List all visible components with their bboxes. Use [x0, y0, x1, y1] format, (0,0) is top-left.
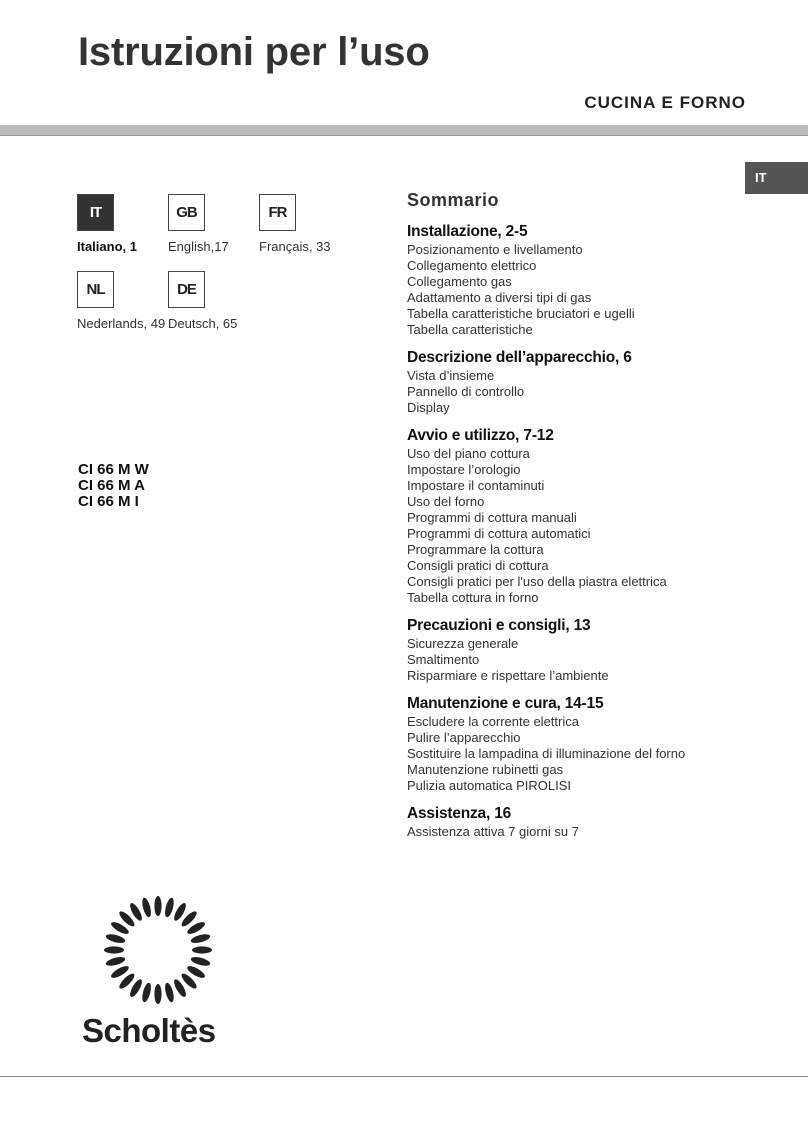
logo-ray — [190, 955, 211, 967]
toc-section-heading: Assistenza, 16 — [407, 805, 512, 822]
toc-item: Programmi di cottura manuali — [407, 510, 577, 525]
logo-ray — [190, 933, 211, 945]
toc-section-heading: Avvio e utilizzo, 7-12 — [407, 427, 554, 444]
toc-section-heading: Installazione, 2-5 — [407, 223, 528, 240]
toc-item: Display — [407, 400, 450, 415]
lang-box-it[interactable]: IT — [77, 194, 114, 231]
toc-item: Sicurezza generale — [407, 636, 519, 651]
lang-box-de[interactable]: DE — [168, 271, 205, 308]
toc-item: Uso del forno — [407, 494, 485, 509]
lang-label-it: Italiano, 1 — [77, 239, 137, 254]
logo-ray — [104, 946, 124, 953]
logo-ray — [154, 984, 161, 1004]
toc-item: Pannello di controllo — [407, 384, 525, 399]
lang-box-nl[interactable]: NL — [77, 271, 114, 308]
model-code: CI 66 M W — [78, 461, 149, 478]
logo-ray — [163, 982, 175, 1003]
footer-divider — [0, 1076, 808, 1077]
page-subtitle: CUCINA E FORNO — [584, 93, 746, 112]
toc-section-assistenza — [407, 805, 802, 840]
toc-section-heading: Descrizione dell’apparecchio, 6 — [407, 349, 632, 366]
toc-item: Impostare l’orologio — [407, 462, 521, 477]
toc-item: Smaltimento — [407, 652, 480, 667]
toc-item: Tabella caratteristiche — [407, 322, 533, 337]
toc-section-descrizione — [407, 349, 802, 416]
toc-title: Sommario — [407, 190, 500, 210]
toc-section-installazione — [407, 223, 802, 338]
toc-section-precauzioni — [407, 617, 802, 684]
toc-item: Adattamento a diversi tipi di gas — [407, 290, 592, 305]
lang-label-de: Deutsch, 65 — [168, 316, 238, 331]
toc-section-manutenzione — [407, 695, 802, 794]
toc-item: Assistenza attiva 7 giorni su 7 — [407, 824, 579, 839]
model-list — [78, 462, 149, 510]
toc-item: Collegamento gas — [407, 274, 512, 289]
toc-item: Tabella cottura in forno — [407, 590, 539, 605]
logo-ray — [141, 897, 153, 918]
logo-ray — [105, 933, 126, 945]
toc-item: Sostituire la lampadina di illuminazione del forno — [407, 746, 686, 761]
toc-item: Risparmiare e rispettare l’ambiente — [407, 668, 609, 683]
lang-label-fr: Français, 33 — [259, 239, 331, 254]
toc-item: Posizionamento e livellamento — [407, 242, 583, 257]
lang-box-gb[interactable]: GB — [168, 194, 205, 231]
toc-section-avvio — [407, 427, 802, 606]
logo-ray — [192, 946, 212, 953]
logo-ray — [163, 897, 175, 918]
brand-name: Scholtès — [82, 1012, 216, 1049]
lang-box-fr[interactable]: FR — [259, 194, 296, 231]
toc-item: Tabella caratteristiche bruciatori e ugelli — [407, 306, 635, 321]
toc-item: Pulire l’apparecchio — [407, 730, 521, 745]
toc-item: Pulizia automatica PIROLISI — [407, 778, 572, 793]
logo-ray — [105, 955, 126, 967]
toc-item: Consigli pratici per l'uso della piastra elettrica — [407, 574, 667, 589]
toc-item: Programmare la cottura — [407, 542, 544, 557]
toc-item: Collegamento elettrico — [407, 258, 537, 273]
toc-section-heading: Manutenzione e cura, 14-15 — [407, 695, 604, 712]
toc-item: Escludere la corrente elettrica — [407, 714, 579, 729]
toc-section-heading: Precauzioni e consigli, 13 — [407, 617, 591, 634]
table-of-contents — [407, 190, 802, 851]
lang-label-nl: Nederlands, 49 — [77, 316, 166, 331]
logo-ray — [154, 896, 161, 916]
header-divider-bar — [0, 125, 808, 136]
logo-ray — [141, 982, 153, 1003]
toc-item: Manutenzione rubinetti gas — [407, 762, 564, 777]
lang-label-gb: English,17 — [168, 239, 229, 254]
language-side-tab: IT — [745, 162, 808, 194]
toc-item: Uso del piano cottura — [407, 446, 530, 461]
toc-item: Programmi di cottura automatici — [407, 526, 591, 541]
model-code: CI 66 M A — [78, 477, 145, 494]
toc-item: Consigli pratici di cottura — [407, 558, 549, 573]
page-title: Istruzioni per l’uso — [78, 30, 430, 74]
toc-item: Impostare il contaminuti — [407, 478, 545, 493]
model-code: CI 66 M I — [78, 493, 139, 510]
toc-item: Vista d’insieme — [407, 368, 495, 383]
